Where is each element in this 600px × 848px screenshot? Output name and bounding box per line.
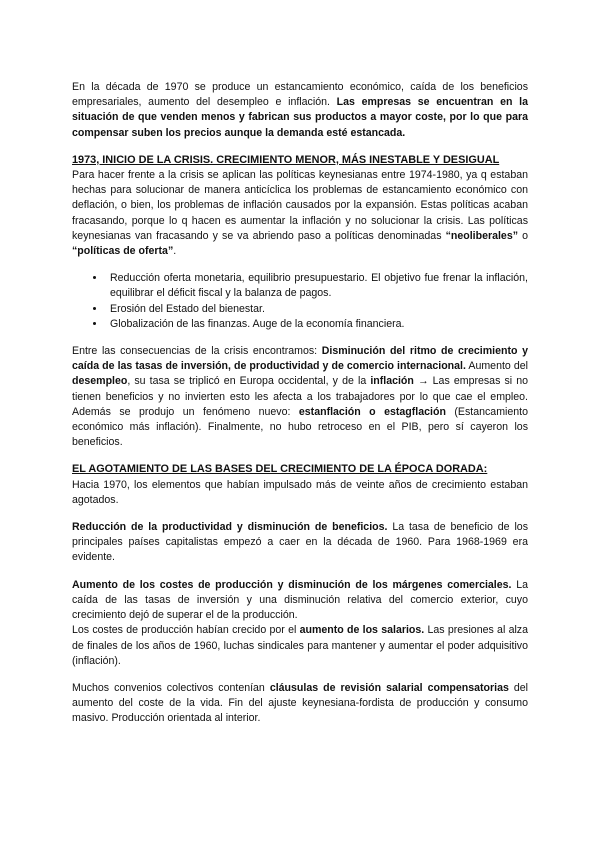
wages-paragraph: Los costes de producción habían crecido por el aumento de los salarios. Las presiones al alza de finales de los años de 1960, luchas sindicales para mantener y aumentar el poder adquisitivo (inflación). — [72, 624, 528, 667]
consequences-paragraph: Entre las consecuencias de la crisis encontramos: Disminución del ritmo de crecimiento y caída de las tasas de inversión, de productividad y de comercio internacional. Aumento del desempleo, su tasa se triplicó en Europa occidental, y de la inflación → Las empresas si no tienen beneficios y no invierten esto les afecta a los trabajadores por lo que cae el empleo. Además se produjo un fenómeno nuevo: estanflación o estagflación (Estancamiento económico más inflación). Finalmente, no hubo retroceso en el PIB, pero sí cayeron los beneficios. — [72, 345, 528, 449]
list-item: • Reducción oferta monetaria, equilibrio presupuestario. El objetivo fue frenar la inflación, equilibrar el déficit fiscal y la balanza de pagos. — [106, 271, 528, 301]
costs-paragraph: Aumento de los costes de producción y disminución de los márgenes comerciales. La caída de las tasas de inversión y una disminución relativa del comercio exterior, cuyo crecimiento dejó de superar el de la producción. — [72, 578, 529, 622]
exhaustion-paragraph: Hacia 1970, los elementos que habían impulsado más de veinte años de crecimiento estaban agotados. — [72, 478, 528, 506]
agreements-paragraph: Muchos convenios colectivos contenían cláusulas de revisión salarial compensatorias del aumento del coste de la vida. Fin del ajuste keynesiana-fordista de producción y consumo masivo. Producción orientada al interior. — [72, 681, 528, 725]
list-item: • Erosión del Estado del bienestar. — [106, 302, 528, 317]
section-heading-crisis: 1973, INICIO DE LA CRISIS. CRECIMIENTO MENOR, MÁS INESTABLE Y DESIGUAL — [72, 153, 500, 166]
section-heading-golden-age: EL AGOTAMIENTO DE LAS BASES DEL CRECIMIENTO DE LA ÉPOCA DORADA: — [72, 463, 488, 476]
intro-bold-text: Las empresas se encuentran en la situación de que venden menos y fabrican sus productos a mayor coste, por lo que para compensar suben los precios aunque la demanda esté estancada. — [72, 96, 529, 139]
keynesian-paragraph: Para hacer frente a la crisis se aplican las políticas keynesianas entre 1974-1980, ya q estaban hechas para solucionar de manera anticíclica los problemas de estancamiento económico con deflación, o bien, los problemas de inflación causados por la expansión. Estas políticas acaban fracasando, porque lo q hacen es aumentar la inflación y no solucionar la crisis. Las políticas keynesianas van fracasando y se va abriendo paso a políticas denominadas “neoliberales” o “políticas de oferta”. — [72, 169, 528, 258]
policy-list — [72, 271, 528, 332]
productivity-paragraph: Reducción de la productividad y disminución de beneficios. La tasa de beneficio de los principales países capitalistas empezó a caer en la década de 1960. Para 1968-1969 era evidente. — [72, 521, 528, 564]
list-item: • Globalización de las finanzas. Auge de la economía financiera. — [106, 317, 528, 332]
intro-paragraph: En la década de 1970 se produce un estancamiento económico, caída de los beneficios empresariales, aumento del desempleo e inflación. Las empresas se encuentran en la situación de que venden menos y fabrican sus productos a mayor coste, por lo que para compensar suben los precios aunque la demanda esté estancada. — [72, 81, 529, 139]
